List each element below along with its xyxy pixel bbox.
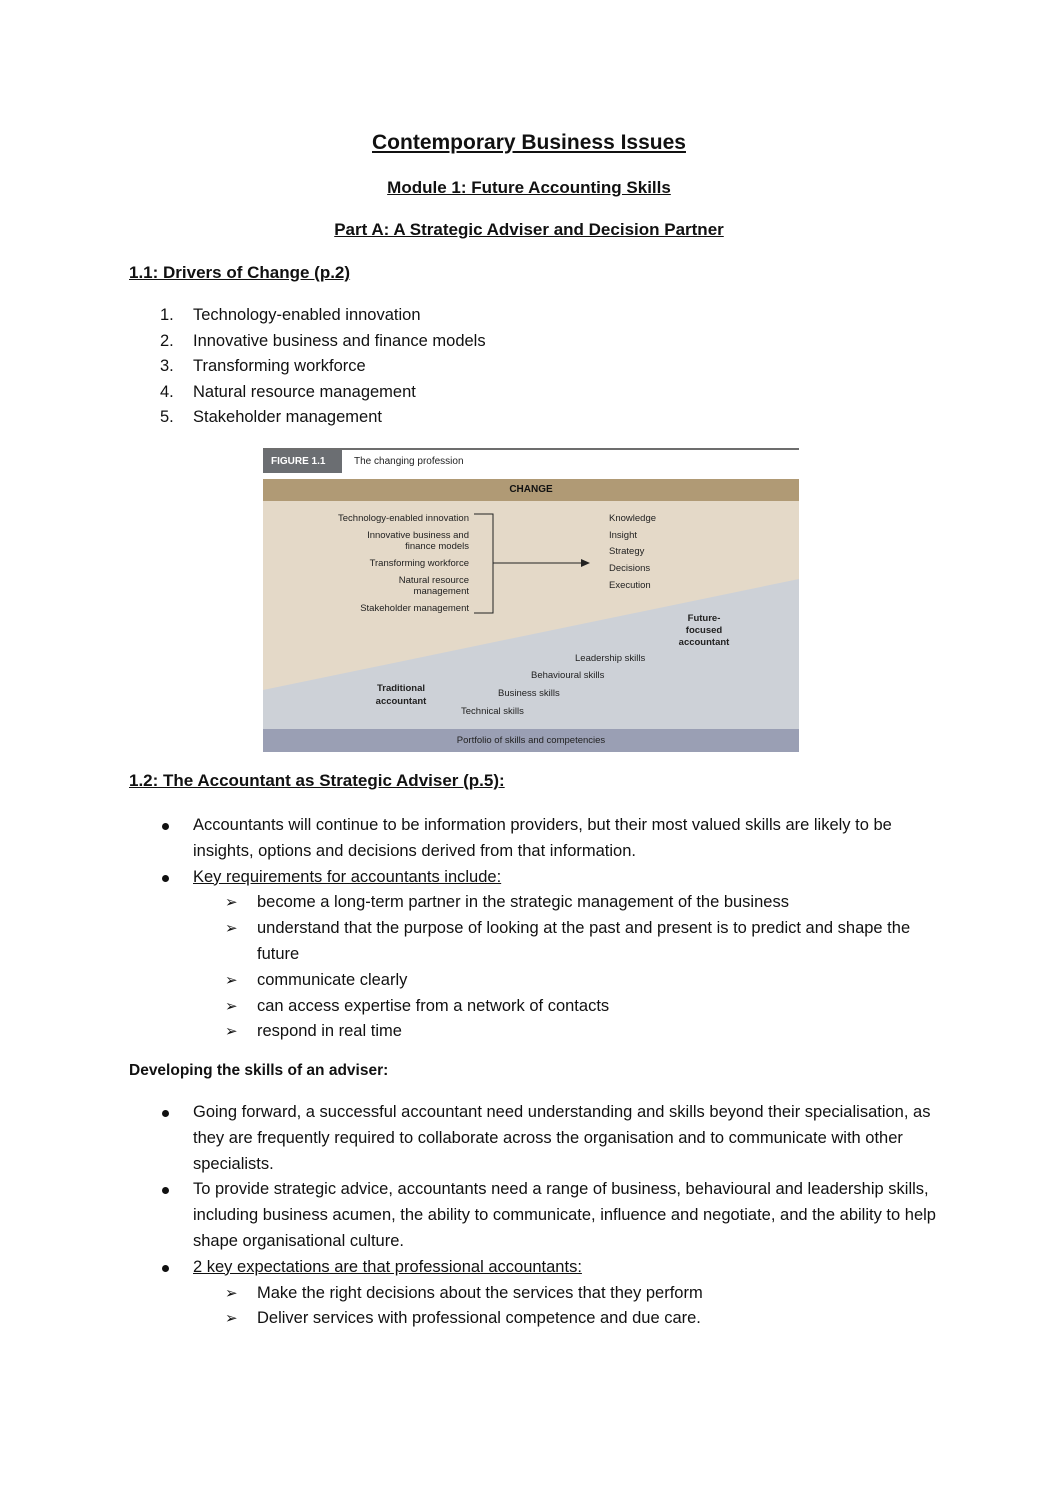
list-item xyxy=(193,1281,940,1307)
figure-caption: The changing profession xyxy=(354,456,464,467)
future-accountant-label: focused xyxy=(685,625,723,636)
future-accountant-label: Future- xyxy=(687,613,721,624)
traditional-accountant-label: Traditional xyxy=(376,683,426,694)
list-number: 1. xyxy=(160,306,174,324)
list-item xyxy=(193,1306,940,1332)
list-item xyxy=(160,1255,940,1332)
list-item-text: 2 key expectations are that professional accountants: xyxy=(193,1257,582,1276)
arrow-bullet-icon: ➢ xyxy=(225,894,238,912)
change-band: CHANGE xyxy=(263,479,799,501)
part-title: Part A: A Strategic Adviser and Decision Partner xyxy=(334,220,724,239)
figure-label: FIGURE 1.1 xyxy=(263,450,342,473)
figure-outcome-label: Knowledge xyxy=(609,513,657,524)
list-item xyxy=(160,354,486,380)
arrow-bullet-icon: ➢ xyxy=(225,1023,238,1041)
figure-changing-profession xyxy=(263,448,799,752)
list-item xyxy=(160,1177,940,1254)
bullet-icon xyxy=(162,875,169,882)
figure-driver-label: Technology-enabled innovation xyxy=(338,513,469,524)
section-3-heading: Developing the skills of an adviser: xyxy=(129,1062,389,1079)
list-item xyxy=(193,916,940,968)
figure-driver-label: Innovative business and xyxy=(367,530,469,541)
list-item-text: Make the right decisions about the services that they perform xyxy=(257,1283,703,1302)
arrow-bullet-icon: ➢ xyxy=(225,920,238,938)
figure-outcome-label: Insight xyxy=(609,530,637,541)
list-number: 4. xyxy=(160,382,174,401)
list-item-text: Stakeholder management xyxy=(193,408,382,426)
figure-outcome-label: Execution xyxy=(609,580,651,591)
skill-label: Technical skills xyxy=(461,706,524,717)
figure-outcome-label: Strategy xyxy=(609,546,645,557)
list-number: 2. xyxy=(160,331,174,350)
strategic-adviser-list xyxy=(160,813,940,1045)
list-item xyxy=(193,968,940,994)
list-number: 5. xyxy=(160,408,174,426)
bullet-icon xyxy=(162,1187,169,1194)
figure-driver-label: finance models xyxy=(405,541,469,552)
skill-label: Leadership skills xyxy=(575,653,646,664)
list-item-text: Innovative business and finance models xyxy=(193,331,486,350)
list-item-text: Going forward, a successful accountant need understanding and skills beyond their specialisation, as they are frequently required to collaborate across the organisation and to communicate with other specialists. xyxy=(193,1103,931,1173)
list-item xyxy=(160,1100,940,1177)
section-2-heading: 1.2: The Accountant as Strategic Adviser (p.5): xyxy=(129,771,505,790)
skill-label: Business skills xyxy=(498,688,560,699)
traditional-accountant-label: accountant xyxy=(375,696,427,707)
list-item xyxy=(160,303,486,329)
figure-driver-label: Stakeholder management xyxy=(360,603,469,614)
bullet-icon xyxy=(162,823,169,830)
list-item xyxy=(160,329,486,355)
expectations-list xyxy=(193,1281,940,1333)
section-1-heading: 1.1: Drivers of Change (p.2) xyxy=(129,263,351,282)
list-item-text: can access expertise from a network of contacts xyxy=(257,996,610,1015)
bullet-icon xyxy=(162,1110,169,1117)
arrow-bullet-icon: ➢ xyxy=(225,971,238,989)
skill-label: Behavioural skills xyxy=(531,670,605,681)
list-item xyxy=(193,890,940,916)
figure-driver-label: Transforming workforce xyxy=(369,558,469,569)
bullet-icon xyxy=(162,1265,169,1272)
list-item-text: Natural resource management xyxy=(193,382,416,401)
list-item-text: Transforming workforce xyxy=(193,357,366,375)
figure-header xyxy=(263,448,799,473)
list-item-text: Key requirements for accountants include: xyxy=(193,867,502,886)
figure-driver-label: Natural resource xyxy=(398,575,469,586)
list-item-text: To provide strategic advice, accountants need a range of business, behavioural and leadership skills, including business acumen, the ability to communicate, influence and negotiate, and the ability to help shape organisational culture. xyxy=(193,1180,936,1250)
requirements-list xyxy=(193,890,940,1045)
adviser-skills-list xyxy=(160,1100,940,1332)
drivers-list xyxy=(160,303,486,431)
list-item xyxy=(193,1019,940,1045)
arrow-bullet-icon: ➢ xyxy=(225,997,238,1015)
list-item xyxy=(160,405,486,431)
arrow-bullet-icon: ➢ xyxy=(225,1310,238,1328)
list-item-text: Technology-enabled innovation xyxy=(193,306,421,324)
future-accountant-label: accountant xyxy=(678,637,730,648)
list-item-text: Accountants will continue to be information providers, but their most valued skills are likely to be insights, options and decisions derived from that information. xyxy=(193,816,892,860)
list-item-text: understand that the purpose of looking at the past and present is to predict and shape the future xyxy=(257,919,911,963)
list-item-text: Deliver services with professional competence and due care. xyxy=(257,1309,701,1328)
module-title: Module 1: Future Accounting Skills xyxy=(387,178,671,197)
list-item xyxy=(160,813,940,865)
list-item-text: communicate clearly xyxy=(257,970,408,989)
list-item xyxy=(160,865,940,1046)
portfolio-band: Portfolio of skills and competencies xyxy=(263,729,799,752)
list-item xyxy=(160,380,486,406)
document-title: Contemporary Business Issues xyxy=(372,131,686,154)
figure-driver-label: management xyxy=(413,586,469,597)
list-number: 3. xyxy=(160,357,174,375)
figure-outcome-label: Decisions xyxy=(609,563,651,574)
list-item-text: become a long-term partner in the strategic management of the business xyxy=(257,893,789,912)
arrow-bullet-icon: ➢ xyxy=(225,1284,238,1302)
list-item xyxy=(193,994,940,1020)
list-item-text: respond in real time xyxy=(257,1022,402,1041)
